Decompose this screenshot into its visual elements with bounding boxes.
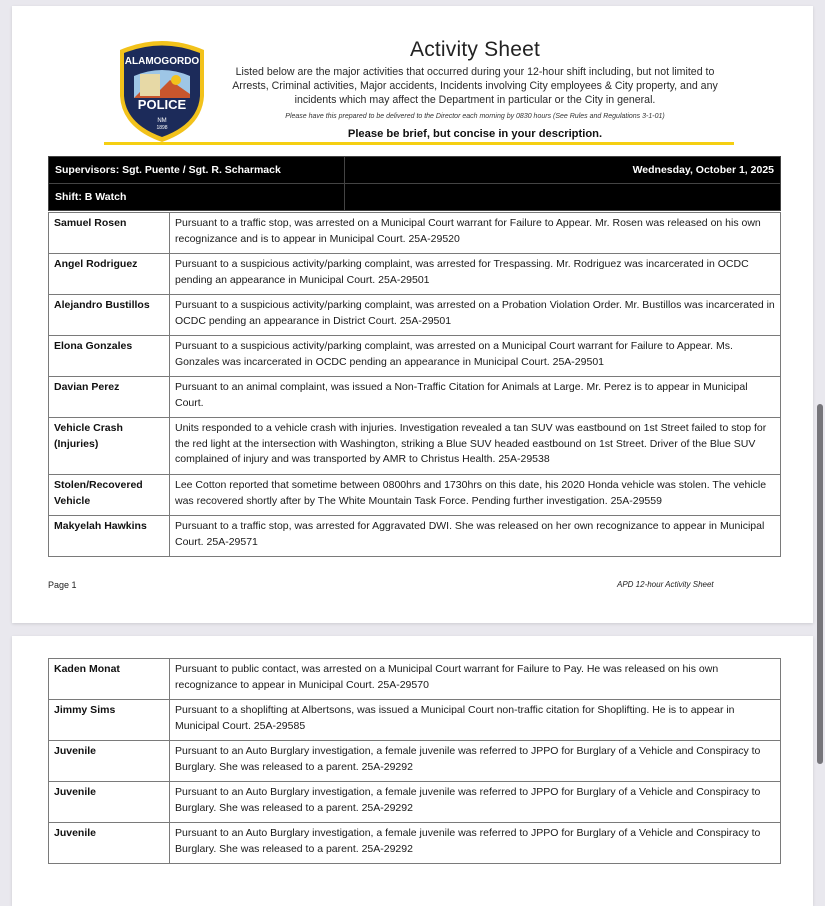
table-row — [49, 254, 781, 295]
supervisors-cell: Supervisors: Sgt. Puente / Sgt. R. Scharmack — [49, 157, 345, 184]
entry-name: Makyelah Hawkins — [49, 516, 170, 557]
entry-description: Pursuant to a traffic stop, was arrested for Aggravated DWI. She was released on her own recognizance to appear in Municipal Court. 25A-29571 — [170, 516, 781, 557]
logo-text-main: POLICE — [137, 97, 187, 112]
entry-name: Juvenile — [49, 823, 170, 864]
entry-name: Juvenile — [49, 782, 170, 823]
yellow-divider — [104, 142, 734, 145]
table-row — [49, 475, 781, 516]
header-block — [230, 36, 720, 140]
document-footer-title: APD 12-hour Activity Sheet — [617, 580, 714, 589]
police-badge-logo — [112, 36, 212, 144]
entry-name: Angel Rodriguez — [49, 254, 170, 295]
entry-description: Pursuant to a traffic stop, was arrested on a Municipal Court warrant for Failure to Appear. Mr. Rosen was released on his own recognizance and is to appear in Municipal Court. 25A-29520 — [170, 213, 781, 254]
table-row — [49, 823, 781, 864]
entry-description: Lee Cotton reported that sometime between 0800hrs and 1730hrs on this date, his 2020 Honda vehicle was stolen. The vehicle was recovered shortly after by The White Mountain Task Force. Pending further investigation. 25A-29559 — [170, 475, 781, 516]
entry-name: Jimmy Sims — [49, 700, 170, 741]
brief-instruction: Please be brief, but concise in your description. — [347, 128, 603, 140]
shift-cell: Shift: B Watch — [49, 184, 345, 211]
table-row — [49, 659, 781, 700]
entry-name: Alejandro Bustillos — [49, 295, 170, 336]
table-row — [49, 516, 781, 557]
intro-text: Listed below are the major activities that occurred during your 12-hour shift including, but not limited to Arrests, Criminal activities, Major accidents, Incidents involving City employees & City property, and any incidents which may affect the Department in particular or the City in general. — [232, 66, 718, 106]
header-row-supervisors — [49, 157, 781, 184]
document-page-1 — [12, 6, 813, 623]
delivery-note: Please have this prepared to be delivered to the Director each morning by 0830 hours (See Rules and Regulations 3-1-01) — [285, 113, 665, 120]
entry-name: Samuel Rosen — [49, 213, 170, 254]
table-row — [49, 700, 781, 741]
page-title: Activity Sheet — [409, 38, 541, 61]
logo-text-state: NM — [157, 118, 167, 124]
entry-name: Kaden Monat — [49, 659, 170, 700]
entry-description: Pursuant to a suspicious activity/parking complaint, was arrested on a Probation Violation Order. Mr. Bustillos was incarcerated in OCDC pending an appearance in District Court. 25A-29501 — [170, 295, 781, 336]
table-row — [49, 782, 781, 823]
entry-description: Pursuant to public contact, was arrested on a Municipal Court warrant for Failure to Pay. He was released on his own recognizance to appear in Municipal Court. 25A-29570 — [170, 659, 781, 700]
logo-text-year: 1898 — [156, 125, 168, 131]
entry-description: Pursuant to a shoplifting at Albertsons, was issued a Municipal Court non-traffic citation for Shoplifting. He is to appear in Municipal Court. 25A-29585 — [170, 700, 781, 741]
table-row — [49, 741, 781, 782]
entry-description: Pursuant to an Auto Burglary investigation, a female juvenile was referred to JPPO for Burglary of a Vehicle and Conspiracy to Burglary. She was released to a parent. 25A-29292 — [170, 782, 781, 823]
entry-name: Juvenile — [49, 741, 170, 782]
entry-name: Davian Perez — [49, 377, 170, 418]
entry-description: Units responded to a vehicle crash with injuries. Investigation revealed a tan SUV was eastbound on 1st Street failed to stop for the red light at the intersection with Washington, striking a Blue SUV headed eastbound on 1st Street. Driver of the Blue SUV complained of injury and was transported by AMR to Christus Health. 25A-29538 — [170, 418, 781, 475]
entry-name: Elona Gonzales — [49, 336, 170, 377]
table-row — [49, 377, 781, 418]
entry-description: Pursuant to an animal complaint, was issued a Non-Traffic Citation for Animals at Large. Mr. Perez is to appear in Municipal Court. — [170, 377, 781, 418]
table-row — [49, 295, 781, 336]
page-number: Page 1 — [48, 580, 77, 590]
entry-name: Stolen/Recovered Vehicle — [49, 475, 170, 516]
date-cell: Wednesday, October 1, 2025 — [345, 157, 781, 184]
table-row — [49, 336, 781, 377]
entries-table-page-1 — [48, 212, 781, 557]
vertical-scrollbar[interactable] — [817, 404, 823, 764]
entry-description: Pursuant to an Auto Burglary investigation, a female juvenile was referred to JPPO for Burglary of a Vehicle and Conspiracy to Burglary. She was released to a parent. 25A-29292 — [170, 741, 781, 782]
entry-description: Pursuant to an Auto Burglary investigation, a female juvenile was referred to JPPO for Burglary of a Vehicle and Conspiracy to Burglary. She was released to a parent. 25A-29292 — [170, 823, 781, 864]
entry-description: Pursuant to a suspicious activity/parking complaint, was arrested for Trespassing. Mr. Rodriguez was incarcerated in OCDC pending an appearance in Municipal Court. 25A-29501 — [170, 254, 781, 295]
header-row-shift — [49, 184, 781, 211]
logo-text-top: ALAMOGORDO — [124, 56, 200, 67]
table-row — [49, 418, 781, 475]
entry-description: Pursuant to a suspicious activity/parking complaint, was arrested on a Municipal Court warrant for Failure to Appear. Ms. Gonzales was incarcerated in OCDC pending an appearance in Municipal Court. 25A-29501 — [170, 336, 781, 377]
entry-name: Vehicle Crash (Injuries) — [49, 418, 170, 475]
document-page-2 — [12, 636, 813, 906]
empty-header-cell — [345, 184, 781, 211]
entries-table-page-2 — [48, 658, 781, 864]
table-row — [49, 213, 781, 254]
activity-table-page-1 — [48, 156, 781, 211]
